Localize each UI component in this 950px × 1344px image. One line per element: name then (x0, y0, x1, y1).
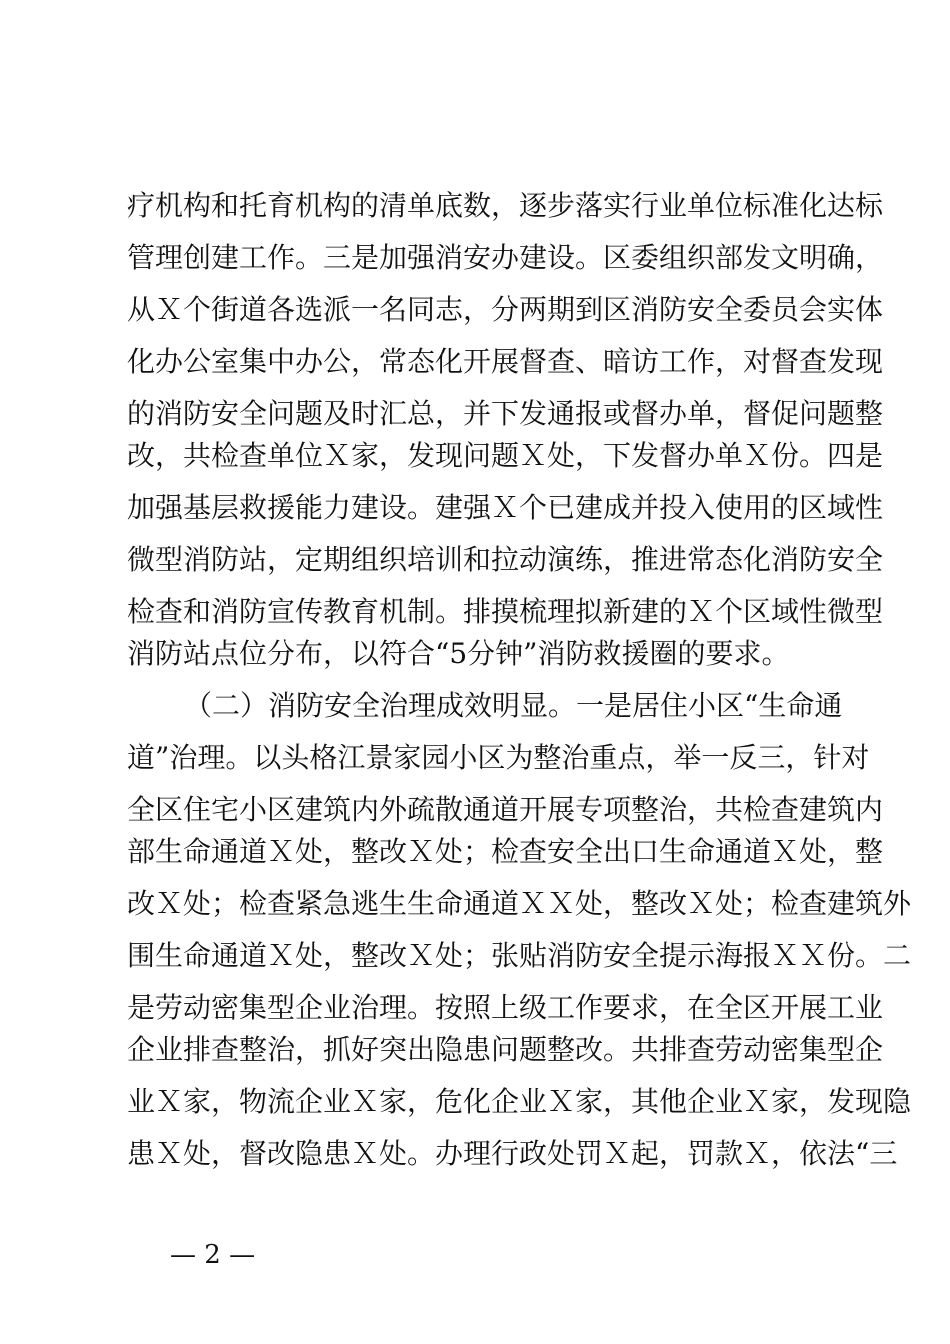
text-line: 是劳动密集型企业治理。按照上级工作要求，在全区开展工业 (127, 991, 884, 1024)
text-line: 部生命通道Ｘ处，整改Ｘ处；检查安全出口生命通道Ｘ处，整 (127, 835, 884, 868)
page-number: — 2 — (170, 1240, 256, 1270)
text-line: 业Ｘ家，物流企业Ｘ家，危化企业Ｘ家，其他企业Ｘ家，发现隐 (127, 1085, 912, 1118)
text-line: 改，共检查单位Ｘ家，发现问题Ｘ处，下发督办单Ｘ份。四是 (127, 439, 884, 472)
text-line: 企业排查整治，抓好突出隐患问题整改。共排查劳动密集型企 (127, 1033, 884, 1066)
text-line: 从Ｘ个街道各选派一名同志，分两期到区消防安全委员会实体 (127, 293, 884, 326)
text-line: 改Ｘ处；检查紧急逃生生命通道ＸＸ处，整改Ｘ处；检查建筑外 (127, 887, 912, 920)
text-line: 化办公室集中办公，常态化开展督查、暗访工作，对督查发现 (127, 345, 884, 378)
text-line: 的消防安全问题及时汇总，并下发通报或督办单，督促问题整 (127, 397, 884, 430)
text-line: 疗机构和托育机构的清单底数，逐步落实行业单位标准化达标 (127, 189, 884, 222)
text-line: 微型消防站，定期组织培训和拉动演练，推进常态化消防安全 (127, 543, 884, 576)
text-line: 道”治理。以头格江景家园小区为整治重点，举一反三，针对 (127, 741, 870, 774)
section-heading-line: （二）消防安全治理成效明显。一是居住小区“生命通 (184, 689, 843, 722)
text-line: 消防站点位分布，以符合“5分钟”消防救援圈的要求。 (127, 637, 790, 670)
text-line: 检查和消防宣传教育机制。排摸梳理拟新建的Ｘ个区域性微型 (127, 595, 884, 628)
text-line: 管理创建工作。三是加强消安办建设。区委组织部发文明确， (127, 241, 884, 274)
text-line: 加强基层救援能力建设。建强Ｘ个已建成并投入使用的区域性 (127, 491, 884, 524)
text-line: 患Ｘ处，督改隐患Ｘ处。办理行政处罚Ｘ起，罚款Ｘ，依法“三 (127, 1137, 898, 1170)
text-line: 全区住宅小区建筑内外疏散通道开展专项整治，共检查建筑内 (127, 793, 884, 826)
text-line: 围生命通道Ｘ处，整改Ｘ处；张贴消防安全提示海报ＸＸ份。二 (127, 939, 912, 972)
